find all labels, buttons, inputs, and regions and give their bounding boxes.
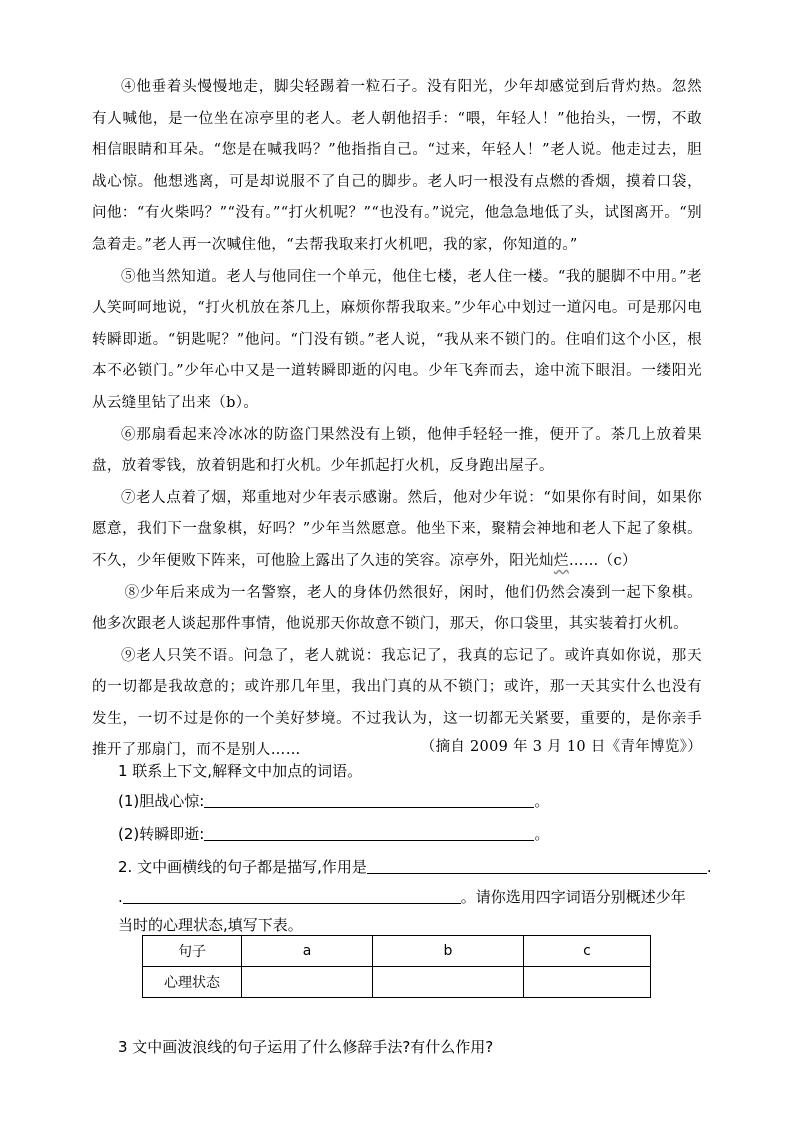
period-mark: . — [118, 888, 123, 906]
answer-blank-1[interactable] — [204, 791, 534, 808]
wavy-underlined-word: 烂 — [553, 552, 569, 569]
answer-cell-b[interactable] — [373, 967, 524, 998]
paragraph-4: ④他垂着头慢慢地走，脚尖轻踢着一粒石子。没有阳光，少年却感觉到后背灼热。忽然有人喊他，是一位坐在凉亭里的老人。老人朝他招手：“喂，年轻人！”他抬头，一愣，不敢相信眼睛和耳朵。“您是在喊我吗？”他指指自己。“过来，年轻人！”老人说。他走过去，胆战心惊。他想逃离，可是却说服不了自己的脚步。老人叼一根没有点燃的香烟，摸着口袋，问他：“有火柴吗？”“没有。”“打火机呢？”“也没有。”说完，他急急地低了头，试图离开。“别急着走。”老人再一次喊住他，“去帮我取来打火机吧，我的家，你知道的。” — [92, 79, 702, 253]
paragraph-8: ⑧少年后来成为一名警察，老人的身体仍然很好，闲时，他们仍然会凑到一起下象棋。他多次跟老人谈起那件事情，他说那天你故意不锁门，那天，你口袋里，其实装着打火机。 — [92, 584, 702, 633]
table-header-cell: a — [242, 936, 373, 967]
answer-cell-c[interactable] — [524, 967, 651, 998]
answer-blank-3[interactable] — [367, 857, 707, 874]
paragraph-5: ⑤他当然知道。老人与他同住一个单元，他住七楼，老人住一楼。“我的腿脚不中用。”老人笑呵呵地说，“打火机放在茶几上，麻烦你帮我取来。”少年心中划过一道闪电。可是那闪电转瞬即逝。“钥匙呢？”他问。“门没有锁。”老人说，“我从来不锁门的。住咱们这个小区，根本不必锁门。”少年心中又是一道转瞬即逝的闪电。少年飞奔而去，途中流下眼泪。一缕阳光从云缝里钻了出来（b）。 — [92, 268, 702, 411]
answer-blank-4[interactable] — [123, 887, 461, 904]
paragraph-9: ⑨老人只笑不语。问急了，老人就说：我忘记了，我真的忘记了。或许真如你说，那天的一切都是我故意的；或许那几年里，我出门真的从不锁门；或许，那一天其实什么也没有发生，一切不过是你的一个美好梦境。不过我认为，这一切都无关紧要，重要的，是你亲手推开了那扇门，而不是别人…… — [92, 647, 702, 759]
end-mark: 。 — [534, 792, 550, 810]
question-3: 3 文中画波浪线的句子运用了什么修辞手法?有什么作用? — [118, 1038, 494, 1056]
paragraph-7-ending: ……（c） — [568, 552, 637, 569]
period-mark: . — [706, 858, 712, 876]
question-1-item-2 — [118, 823, 549, 844]
table-header-cell: b — [373, 936, 524, 967]
table-header-row — [143, 936, 651, 967]
question-1-item-1-label: (1)胆战心惊: — [118, 792, 205, 810]
answer-cell-a[interactable] — [242, 967, 373, 998]
answer-blank-2[interactable] — [204, 824, 534, 841]
source-citation: （摘自 2009 年 3 月 10 日《青年博览》） — [420, 739, 702, 755]
question-1: 1 联系上下文,解释文中加点的词语。 — [118, 762, 363, 780]
question-1-item-2-label: (2)转瞬即逝: — [118, 825, 205, 843]
table-row-label: 心理状态 — [143, 967, 242, 998]
question-1-item-1 — [118, 790, 549, 811]
reading-passage — [92, 72, 702, 767]
paragraph-6: ⑥那扇看起来冷冰冰的防盗门果然没有上锁，他伸手轻轻一推，便开了。茶几上放着果盘，放着零钱，放着钥匙和打火机。少年抓起打火机，反身跑出屋子。 — [92, 426, 702, 475]
table-row — [143, 967, 651, 998]
paragraph-7 — [92, 483, 702, 578]
question-2-line-3: 当时的心理状态,填写下表。 — [118, 916, 303, 934]
table-header-cell: 句子 — [143, 936, 242, 967]
question-2-line-2 — [118, 886, 686, 907]
table-header-cell: c — [524, 936, 651, 967]
question-2-prompt: 2. 文中画横线的句子都是描写,作用是 — [118, 858, 367, 876]
paragraph-7-text: ⑦老人点着了烟，郑重地对少年表示感谢。然后，他对少年说：“如果你有时间，如果你愿意，我们下一盘象棋，好吗？”少年当然愿意。他坐下来，聚精会神地和老人下起了象棋。不久，少年便败下阵来，可他脸上露出了久违的笑容。凉亭外，阳光灿 — [92, 489, 702, 569]
question-2-tail: 。请你选用四字词语分别概述少年 — [460, 888, 686, 906]
question-2-line-1 — [118, 856, 712, 877]
psychology-table — [142, 935, 651, 998]
end-mark: 。 — [534, 825, 550, 843]
